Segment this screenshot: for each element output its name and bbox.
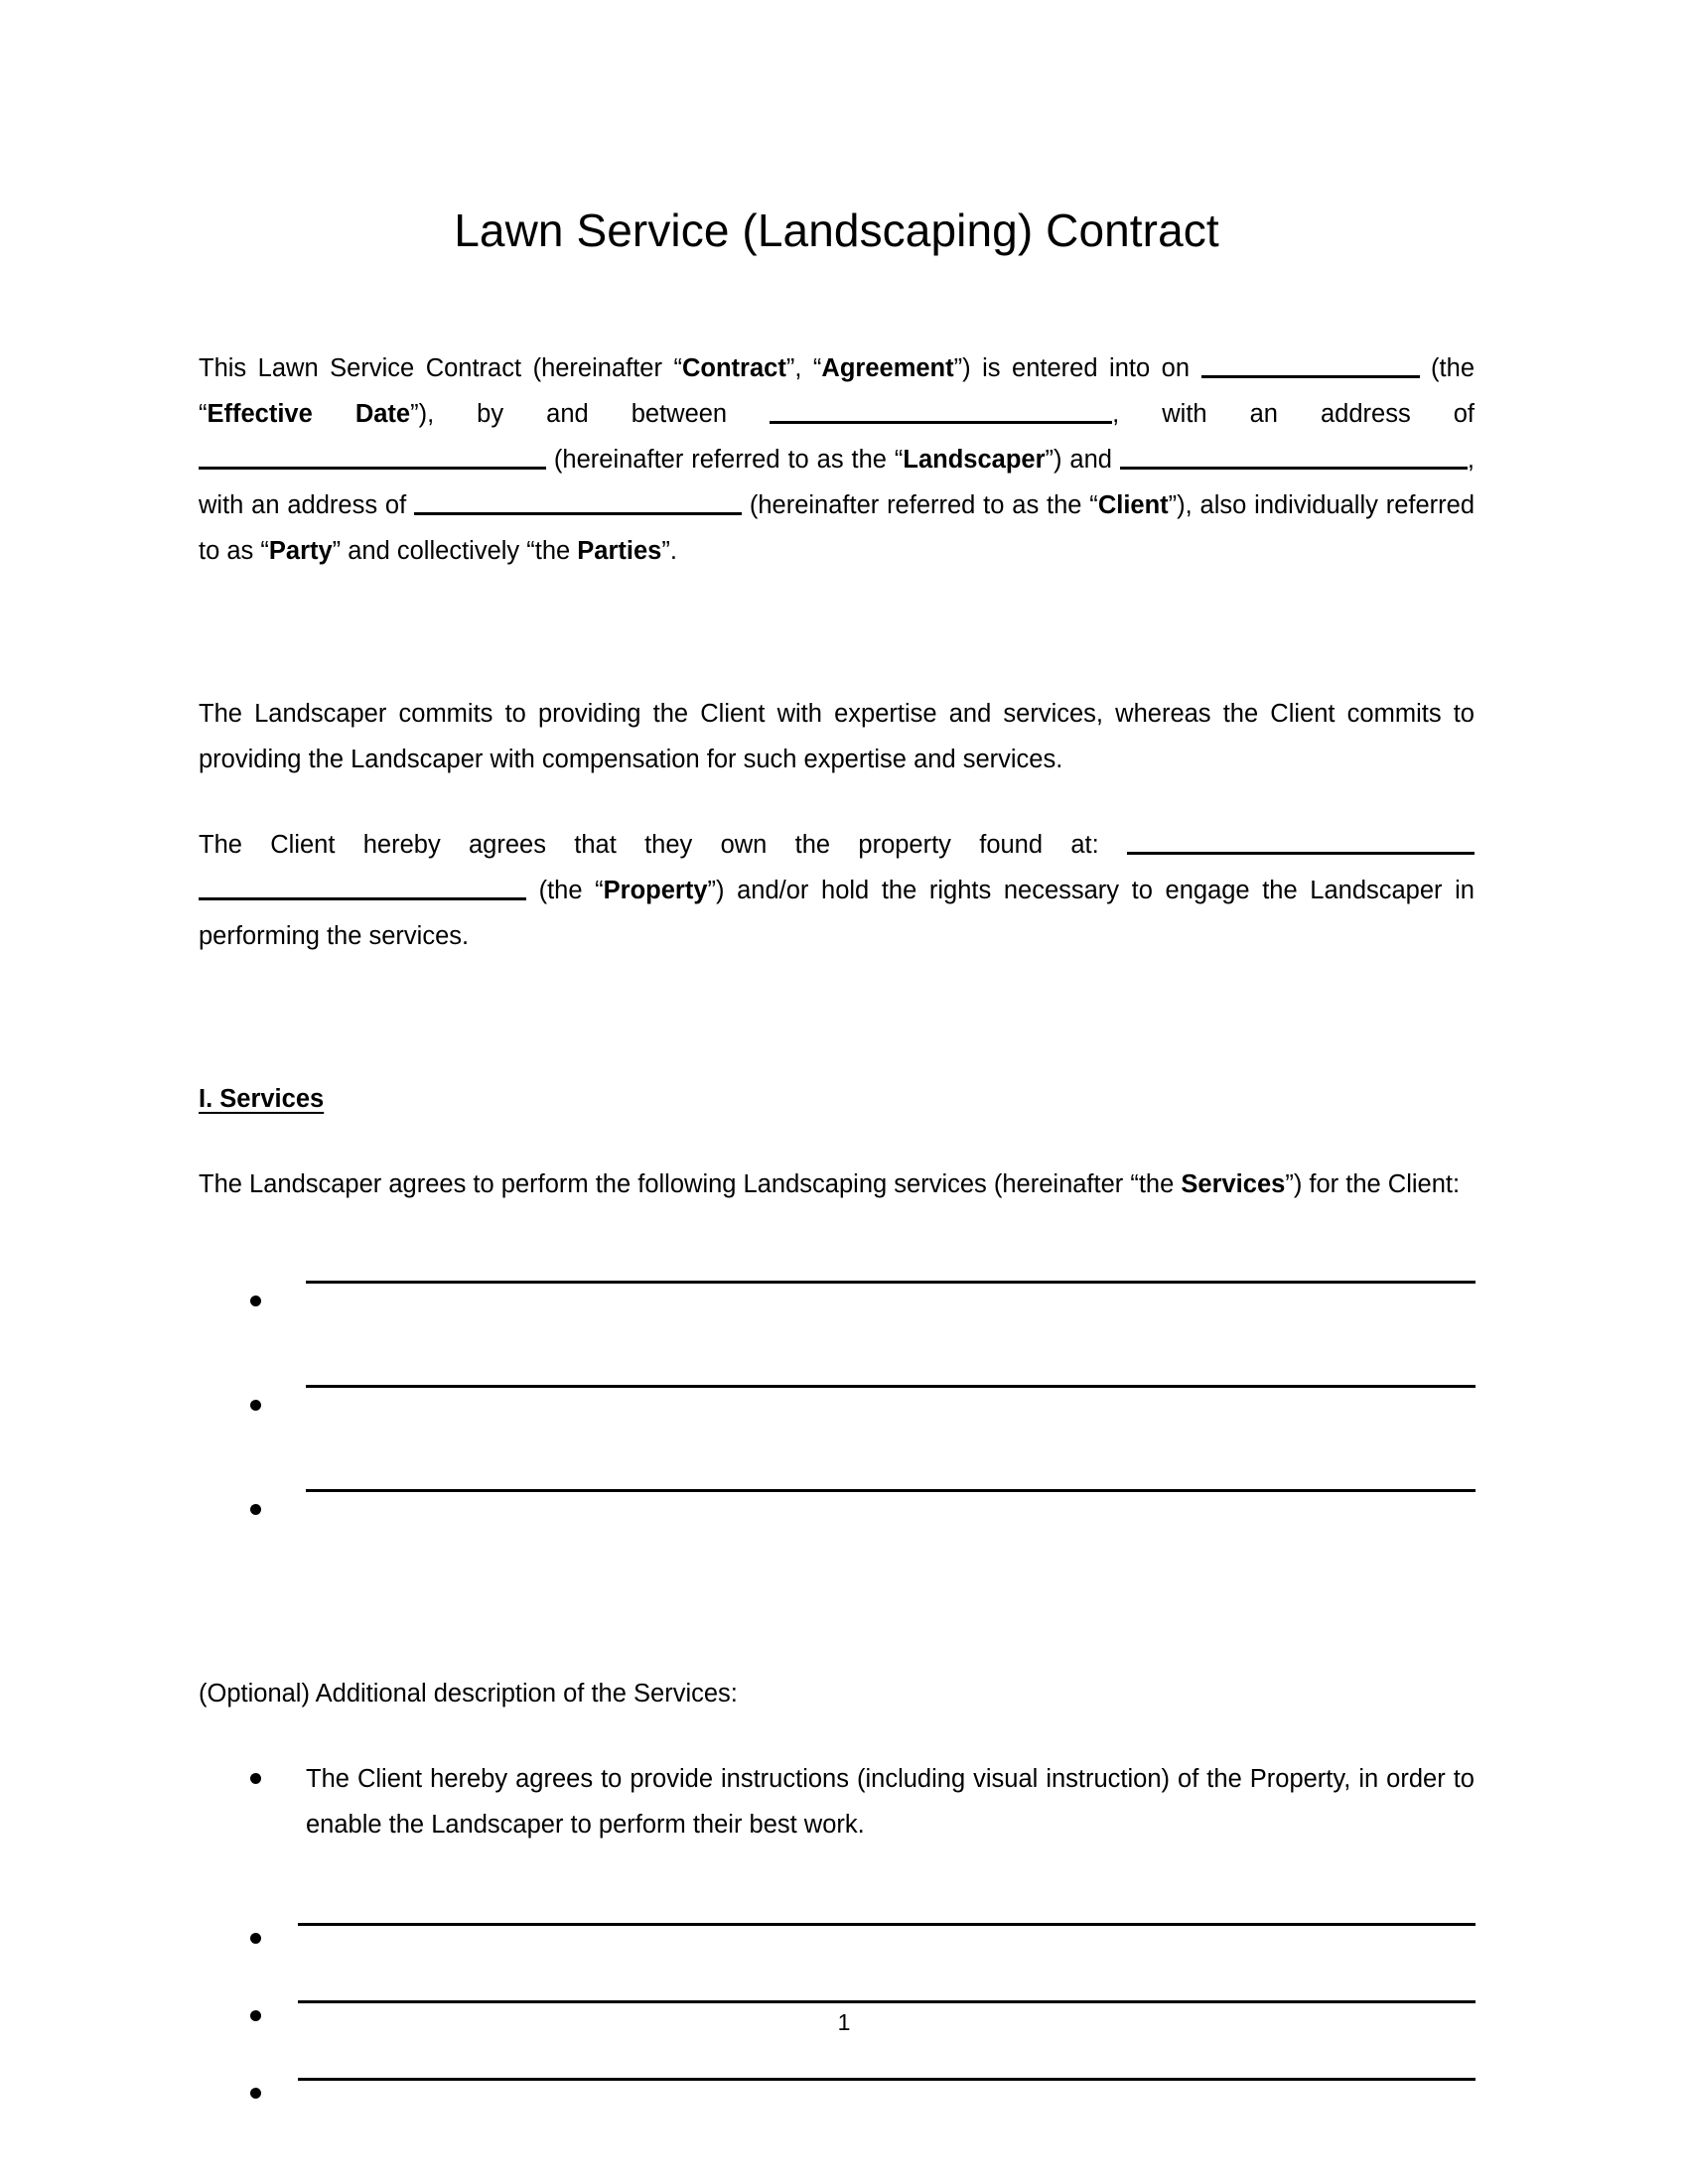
property-address-blank-1[interactable] <box>1127 830 1475 855</box>
intro-text-c: ”, “ <box>785 354 822 383</box>
intro-text-f: (the “ <box>199 354 1475 429</box>
intro-text-a: This Lawn Service Contract (hereinafter “ <box>199 354 682 383</box>
document-content <box>199 0 1475 2139</box>
property-text-b: (the “ <box>526 877 604 905</box>
intro-text-l: ”) and <box>1045 446 1120 475</box>
term-parties: Parties <box>577 537 662 566</box>
services-intro-c: ”) for the Client: <box>1285 1170 1461 1199</box>
section-heading-services: I. Services <box>199 1085 325 1114</box>
list-item[interactable] <box>199 1923 1475 1984</box>
client-name-blank[interactable] <box>1120 445 1468 470</box>
intro-text-t: ”. <box>661 537 677 566</box>
landscaper-address-blank[interactable] <box>199 445 546 470</box>
intro-text-h: ”), by and between <box>410 400 771 429</box>
bullet-dot-icon <box>250 1933 261 1944</box>
optional-description-label: (Optional) Additional description of the Services: <box>199 1680 738 1708</box>
list-item[interactable] <box>199 2078 1475 2139</box>
paragraph-commitment: The Landscaper commits to providing the Client with expertise and services, whereas the Client commits to providing the Landscaper with compensation for such expertise and services. <box>199 700 1475 774</box>
service-blank-line-1[interactable] <box>306 1281 1476 1284</box>
effective-date-blank[interactable] <box>1201 353 1420 378</box>
optional-item-text: The Client hereby agrees to provide instructions (including visual instruction) of the Property, in order to enable the Landscaper to perform their best work. <box>306 1765 1475 1840</box>
list-item[interactable] <box>199 1281 1475 1363</box>
term-contract: Contract <box>681 354 786 383</box>
page-number: 1 <box>837 2009 851 2035</box>
optional-description-list <box>199 1756 1475 1847</box>
service-blank-line-3[interactable] <box>306 1489 1476 1492</box>
optional-blank-line-2[interactable] <box>298 2000 1476 2003</box>
paragraph-parties <box>199 345 1475 574</box>
term-agreement: Agreement <box>821 354 954 383</box>
term-party: Party <box>268 537 333 566</box>
intro-text-m: , with an address of <box>199 446 1475 520</box>
property-text-d: ”) and/or hold the rights necessary to engage the Landscaper in performing the services. <box>199 877 1475 951</box>
bullet-dot-icon <box>250 1400 261 1411</box>
bullet-dot-icon <box>250 1296 261 1306</box>
service-blank-line-2[interactable] <box>306 1385 1476 1388</box>
intro-text-n: (hereinafter referred to as the “ <box>742 491 1098 520</box>
list-item[interactable] <box>199 1489 1475 1571</box>
paragraph-property <box>199 822 1475 959</box>
intro-text-p: ”), also individually referred to as “ <box>199 491 1476 566</box>
optional-blank-line-1[interactable] <box>298 1923 1476 1926</box>
term-effective-date: Effective Date <box>207 400 411 429</box>
list-item[interactable] <box>199 1385 1475 1467</box>
services-intro-a: The Landscaper agrees to perform the following Landscaping services (hereinafter “the <box>199 1170 1182 1199</box>
intro-text-i: , with an address of <box>1112 400 1476 429</box>
paragraph-services-intro <box>199 1161 1475 1207</box>
intro-text-r: ” and collectively “the <box>332 537 578 566</box>
term-landscaper: Landscaper <box>903 446 1046 475</box>
property-text-a: The Client hereby agrees that they own the property found at: <box>199 831 1127 860</box>
optional-blank-line-3[interactable] <box>298 2078 1476 2081</box>
term-services: Services <box>1181 1170 1286 1199</box>
services-blank-list <box>199 1281 1475 1571</box>
term-client: Client <box>1097 491 1169 520</box>
page-title: Lawn Service (Landscaping) Contract <box>454 205 1219 256</box>
landscaper-name-blank[interactable] <box>770 399 1112 424</box>
property-address-blank-2[interactable] <box>199 876 526 900</box>
bullet-dot-icon <box>250 1504 261 1515</box>
bullet-dot-icon <box>250 2088 261 2099</box>
client-address-blank[interactable] <box>414 490 742 515</box>
list-item <box>199 1756 1475 1847</box>
intro-text-e: ”) is entered into on <box>953 354 1201 383</box>
bullet-dot-icon <box>250 1773 261 1784</box>
term-property: Property <box>603 877 708 905</box>
intro-text-j: (hereinafter referred to as the “ <box>546 446 904 475</box>
